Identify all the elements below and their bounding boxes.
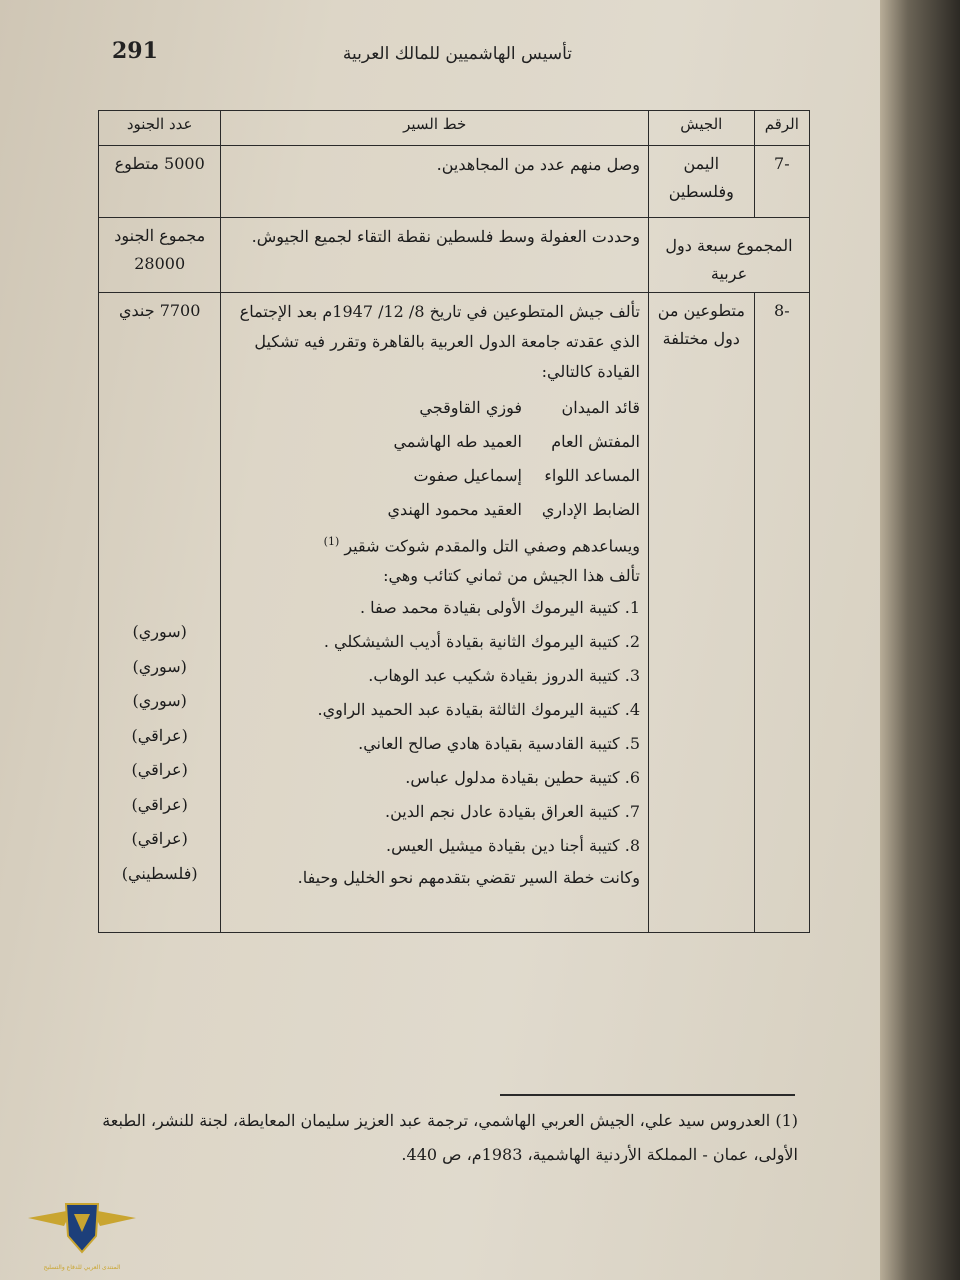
logo-caption: المنتدى العربي للدفاع والتسليح — [43, 1264, 121, 1271]
command-row — [229, 459, 640, 493]
list-item: 1. كتيبة اليرموك الأولى بقيادة محمد صفا . — [359, 598, 640, 618]
row-number: -7 — [754, 146, 809, 218]
nationality-item: (سوري) — [132, 622, 187, 641]
forum-logo — [20, 1196, 128, 1280]
list-item: 4. كتيبة اليرموك الثالثة بقيادة عبد الحميد الراوي. — [317, 700, 640, 720]
nationality-item: (عراقي) — [131, 829, 188, 848]
volunteers-intro: تألف جيش المتطوعين في تاريخ 8/ 12/ 1947م بعد الإجتماع الذي عقدته جامعة الدول العربية بالقاهرة وتقرر فيه تشكيل القيادة كالتالي: — [239, 302, 640, 381]
list-item: 2. كتيبة اليرموك الثانية بقيادة أديب الشيشكلي . — [323, 632, 640, 652]
column-header-army: الجيش — [649, 111, 755, 146]
eagle-shield-icon — [20, 1196, 144, 1266]
armies-table — [98, 110, 810, 933]
total-plan: وحددت العفولة وسط فلسطين نقطة التقاء لجميع الجيوش. — [221, 218, 649, 293]
command-list — [229, 391, 640, 527]
list-item: 6. كتيبة حطين بقيادة مدلول عباس. — [405, 768, 640, 788]
battalions-intro: تألف هذا الجيش من ثماني كتائب وهي: — [383, 566, 640, 586]
row-number: -8 — [754, 293, 809, 933]
assistants-text: ويساعدهم وصفي التل والمقدم شوكت شقير — [344, 536, 640, 556]
command-role: المفتش العام — [551, 432, 640, 451]
command-name: إسماعيل صفوت — [413, 466, 522, 485]
plan-conclusion: وكانت خطة السير تقضي بتقدمهم نحو الخليل وحيفا. — [297, 868, 640, 888]
total-label: المجموع سبعة دول عربية — [649, 218, 810, 293]
command-role: الضابط الإداري — [541, 500, 640, 519]
footnote-reference: (1) — [323, 535, 340, 548]
table-total-row — [99, 218, 810, 293]
list-item: 7. كتيبة العراق بقيادة عادل نجم الدين. — [385, 802, 640, 822]
command-name: العقيد محمود الهندي — [387, 500, 522, 519]
row-troops-details — [99, 293, 221, 933]
table-row — [99, 293, 810, 933]
row-plan: وصل منهم عدد من المجاهدين. — [221, 146, 649, 218]
total-troops: مجموع الجنود 28000 — [99, 218, 221, 293]
column-header-plan: خط السير — [221, 111, 649, 146]
command-row — [229, 391, 640, 425]
column-header-troops: عدد الجنود — [99, 111, 221, 146]
command-name: العميد طه الهاشمي — [393, 432, 522, 451]
command-name: فوزي القاوقجي — [419, 398, 522, 417]
list-item: 5. كتيبة القادسية بقيادة هادي صالح العاني. — [358, 734, 640, 754]
command-row — [229, 425, 640, 459]
row-troops: 7700 جندي — [118, 301, 201, 320]
command-role: قائد الميدان — [561, 398, 640, 417]
row-army: اليمن وفلسطين — [649, 146, 755, 218]
book-spine — [880, 0, 960, 1280]
nationality-item: (سوري) — [132, 656, 187, 676]
footnote: (1) العدروس سيد علي، الجيش العربي الهاشمي، ترجمة عبد العزيز سليمان المعايطة، لجنة للنشر، الطبعة الأولى، عمان - المملكة الأردنية الهاشمية، 1983م، ص 440. — [102, 1111, 798, 1164]
battalion-list — [229, 591, 640, 863]
nationality-item: (عراقي) — [131, 794, 188, 814]
nationality-list — [107, 615, 212, 891]
nationality-item: (عراقي) — [131, 725, 188, 745]
row-army: متطوعين من دول مختلفة — [649, 293, 755, 933]
table-row — [99, 146, 810, 218]
nationality-item: (عراقي) — [131, 760, 188, 779]
running-title: تأسيس الهاشميين للمالك العربية — [342, 44, 572, 64]
page-number: 291 — [112, 38, 158, 64]
list-item: 3. كتيبة الدروز بقيادة شكيب عبد الوهاب. — [368, 666, 640, 686]
column-header-num: الرقم — [754, 111, 809, 146]
row-troops: 5000 متطوع — [99, 146, 221, 218]
nationality-item: (سوري) — [132, 691, 187, 710]
assistants-line — [229, 527, 640, 561]
row-plan-details — [221, 293, 649, 933]
table-header-row — [99, 111, 810, 146]
list-item: 8. كتيبة أجنا دين بقيادة ميشيل العيس. — [386, 836, 640, 856]
command-row — [229, 493, 640, 527]
command-role: المساعد اللواء — [544, 466, 640, 485]
footnote-divider — [500, 1094, 795, 1096]
nationality-item: (فلسطيني) — [121, 863, 198, 883]
